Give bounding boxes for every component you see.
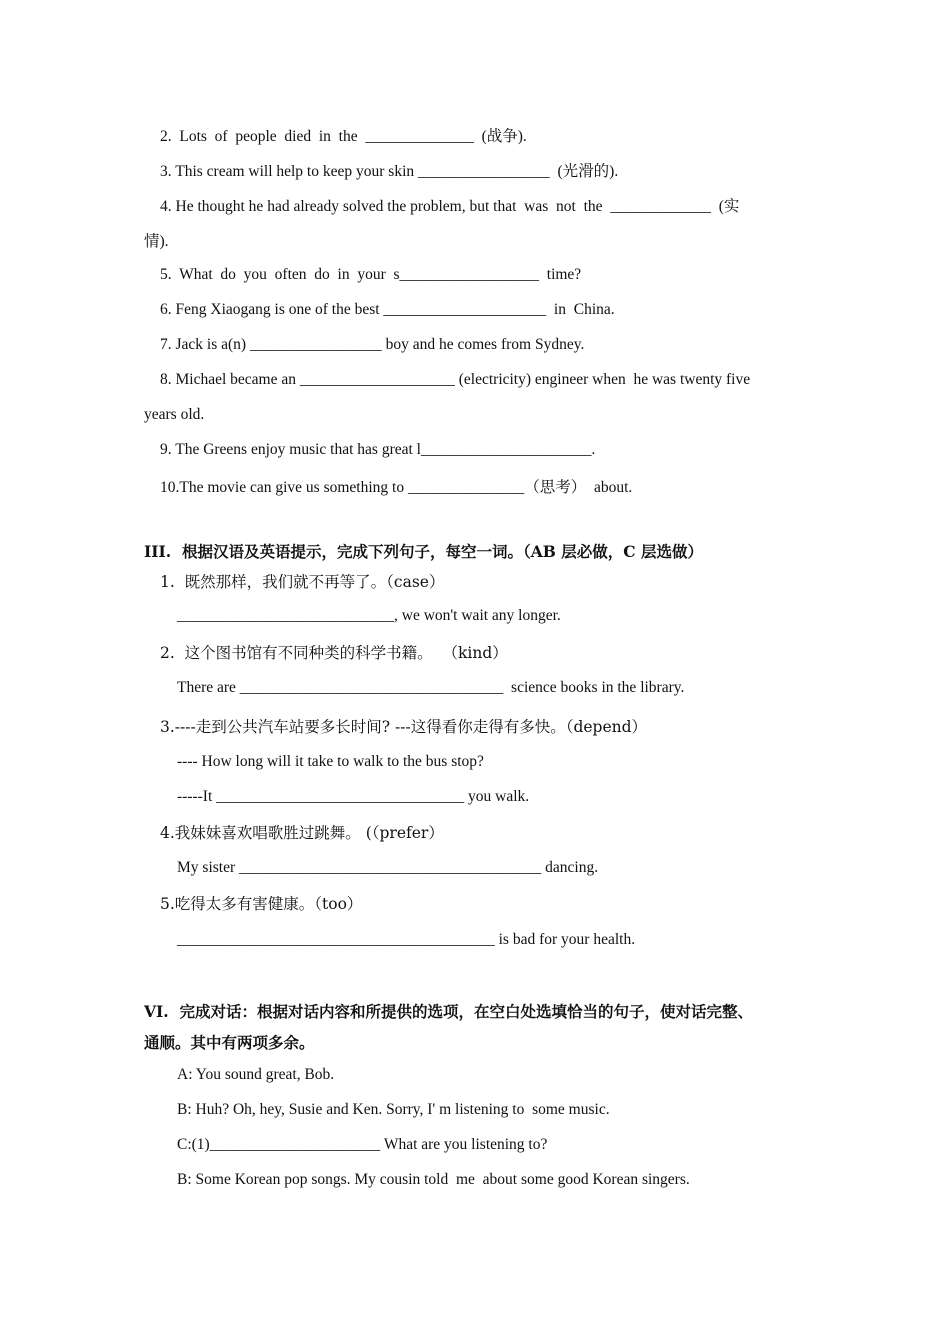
- question-5: 5. What do you often do in your s__________________ time?: [160, 266, 582, 283]
- dialogue-line-3: C:(1)______________________ What are you listening to?: [177, 1136, 548, 1153]
- question-6: 6. Feng Xiaogang is one of the best _____________________ in China.: [160, 301, 615, 318]
- question-10: 10.The movie can give us something to _______________（思考） about.: [160, 479, 633, 496]
- question-8-line2: years old.: [144, 406, 205, 423]
- sentence-2-answer: There are __________________________________ science books in the library.: [177, 679, 685, 696]
- question-2: 2. Lots of people died in the ______________ (战争).: [160, 128, 527, 145]
- question-4-line1: 4. He thought he had already solved the problem, but that was not the _____________ (实: [160, 198, 740, 215]
- section-3-heading: III. 根据汉语及英语提示，完成下列句子，每空一词。（AB 层必做，C 层选做）: [144, 542, 703, 561]
- question-8-line1: 8. Michael became an ____________________ (electricity) engineer when he was twenty five: [160, 371, 751, 388]
- sentence-5-answer: _________________________________________ is bad for your health.: [177, 931, 636, 948]
- sentence-2-prompt: 2. 这个图书馆有不同种类的科学书籍。 （kind）: [160, 644, 508, 662]
- sentence-3-question: ---- How long will it take to walk to the bus stop?: [177, 753, 484, 770]
- question-9: 9. The Greens enjoy music that has great l______________________.: [160, 441, 596, 458]
- dialogue-line-2: B: Huh? Oh, hey, Susie and Ken. Sorry, I' m listening to some music.: [177, 1101, 610, 1118]
- section-6-heading-line2: 通顺。其中有两项多余。: [144, 1033, 315, 1052]
- sentence-1-answer: ____________________________, we won't wait any longer.: [177, 607, 561, 624]
- dialogue-line-1: A: You sound great, Bob.: [177, 1066, 335, 1083]
- sentence-4-answer: My sister _______________________________________ dancing.: [177, 859, 599, 876]
- sentence-4-prompt: 4.我妹妹喜欢唱歌胜过跳舞。 (（prefer）: [160, 824, 444, 842]
- question-3: 3. This cream will help to keep your skin _________________ (光滑的).: [160, 163, 619, 180]
- sentence-1-prompt: 1. 既然那样，我们就不再等了。（case）: [160, 573, 445, 591]
- sentence-3-prompt: 3.----走到公共汽车站要多长时间? ---这得看你走得有多快。（depend）: [160, 718, 648, 736]
- sentence-3-answer: -----It ________________________________ you walk.: [177, 788, 530, 805]
- dialogue-line-4: B: Some Korean pop songs. My cousin told me about some good Korean singers.: [177, 1171, 690, 1188]
- sentence-5-prompt: 5.吃得太多有害健康。（too）: [160, 895, 363, 913]
- question-7: 7. Jack is a(n) _________________ boy and he comes from Sydney.: [160, 336, 585, 353]
- question-4-line2: 情).: [144, 233, 169, 250]
- section-6-heading-line1: VI. 完成对话：根据对话内容和所提供的选项，在空白处选填恰当的句子，使对话完整、: [144, 1002, 753, 1021]
